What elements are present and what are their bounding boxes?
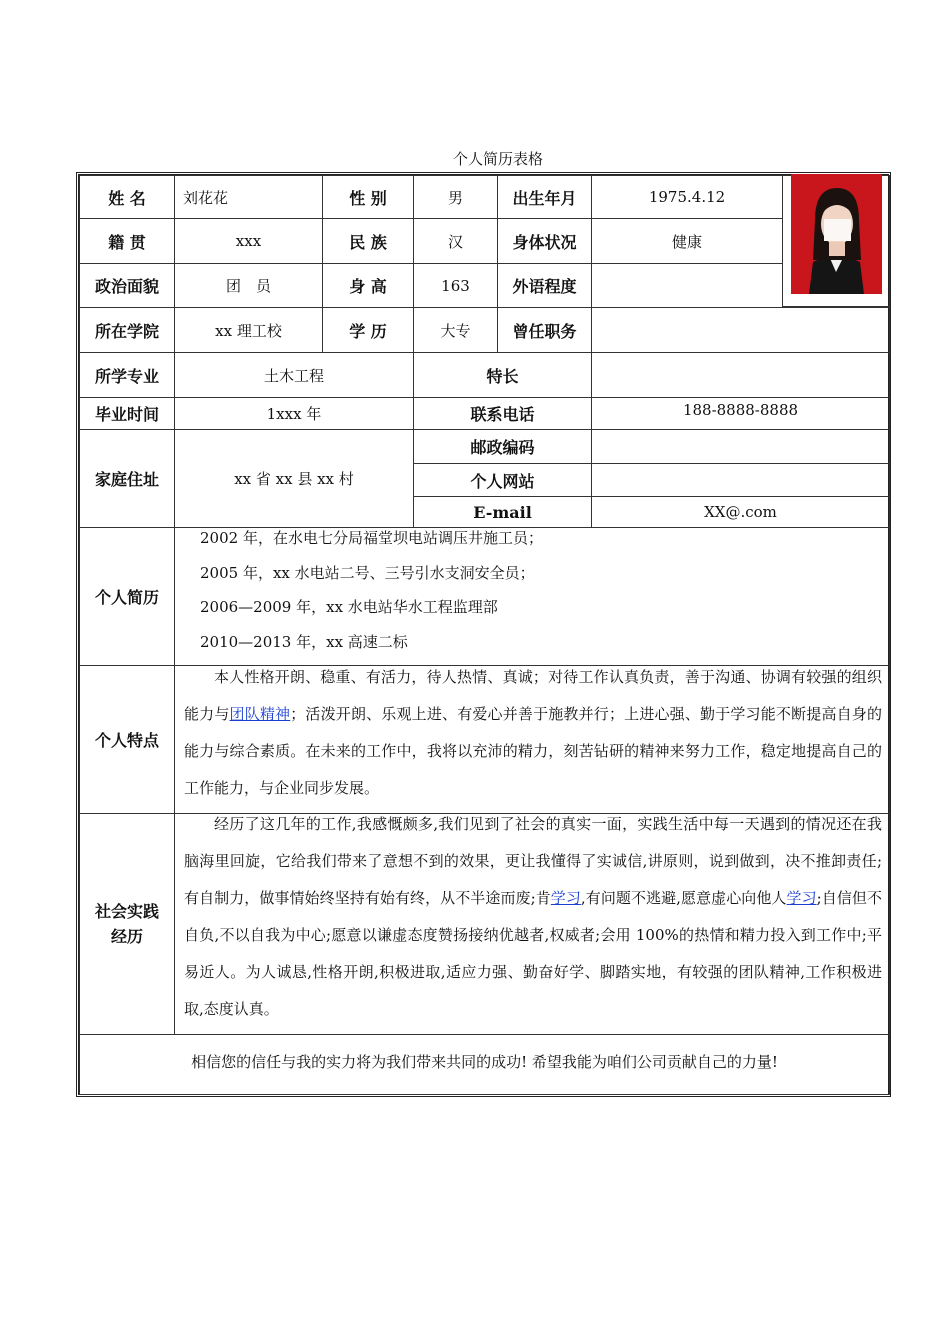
resume-list bbox=[200, 521, 860, 659]
value-former-post bbox=[591, 307, 890, 353]
value-postcode bbox=[591, 429, 890, 464]
practice-text: 经历了这几年的工作,我感慨颇多,我们见到了社会的真实一面，实践生活中每一天遇到的情况还在我脑海里回旋，它给我们带来了意想不到的效果，更让我懂得了实诚信,讲原则，说到做到，决不推卸责任;有自制力，做事情始终坚持有始有终，从不半途而废;肯 bbox=[184, 815, 882, 907]
closing-statement: 相信您的信任与我的实力将为我们带来共同的成功! 希望我能为咱们公司贡献自己的力量! bbox=[79, 1034, 890, 1095]
value-address: xx 省 xx 县 xx 村 bbox=[174, 429, 414, 528]
value-height: 163 bbox=[413, 263, 498, 308]
value-college: xx 理工校 bbox=[174, 307, 323, 353]
label-political: 政治面貌 bbox=[79, 263, 175, 308]
value-ethnic: 汉 bbox=[413, 218, 498, 264]
portrait-icon bbox=[791, 174, 882, 294]
value-name: 刘花花 bbox=[174, 175, 323, 219]
label-health: 身体状况 bbox=[497, 218, 592, 264]
label-ethnic: 民 族 bbox=[322, 218, 414, 264]
value-education: 大专 bbox=[413, 307, 498, 353]
value-gender: 男 bbox=[413, 175, 498, 219]
label-postcode: 邮政编码 bbox=[413, 429, 592, 464]
traits-text: 本人性格开朗、稳重、有活力，待人热情、真诚；对待工作认真负责，善于沟通、协调有较强的组织能力与 bbox=[184, 668, 882, 723]
study-link[interactable]: 学习 bbox=[550, 889, 581, 907]
resume-line: 2006—2009 年，xx 水电站华水工程监理部 bbox=[200, 598, 498, 616]
label-native: 籍 贯 bbox=[79, 218, 175, 264]
label-major: 所学专业 bbox=[79, 352, 175, 398]
profile-photo bbox=[791, 174, 882, 294]
value-political: 团 员 bbox=[174, 263, 323, 308]
practice-paragraph bbox=[184, 806, 882, 1028]
resume-line: 2002 年，在水电七分局福堂坝电站调压井施工员； bbox=[200, 529, 543, 547]
value-birth: 1975.4.12 bbox=[591, 175, 783, 219]
label-birth: 出生年月 bbox=[497, 175, 592, 219]
label-name: 姓 名 bbox=[79, 175, 175, 219]
value-specialty bbox=[591, 352, 890, 398]
label-practice-line: 经历 bbox=[110, 927, 143, 946]
study-link-2[interactable]: 学习 bbox=[786, 889, 817, 907]
label-specialty: 特长 bbox=[413, 352, 592, 398]
value-language bbox=[591, 263, 783, 308]
label-traits: 个人特点 bbox=[79, 665, 175, 814]
traits-text: ；活泼开朗、乐观上进、有爱心并善于施教并行；上进心强、勤于学习能不断提高自身的能力与综合素质。在未来的工作中，我将以充沛的精力，刻苦钻研的精神来努力工作，稳定地提高自己的工作能力，与企业同步发展。 bbox=[184, 705, 882, 797]
resume-line: 2010—2013 年，xx 高速二标 bbox=[200, 632, 408, 651]
label-former-post: 曾任职务 bbox=[497, 307, 592, 353]
label-resume: 个人简历 bbox=[79, 527, 175, 666]
value-major: 土木工程 bbox=[174, 352, 414, 398]
label-practice-line: 社会实践 bbox=[94, 902, 159, 921]
team-spirit-link[interactable]: 团队精神 bbox=[229, 705, 291, 723]
label-gender: 性 别 bbox=[322, 175, 414, 219]
document-title: 个人简历表格 bbox=[452, 150, 543, 168]
practice-text: ,有问题不逃避,愿意虚心向他人 bbox=[580, 889, 787, 907]
value-email: XX@.com bbox=[591, 496, 890, 528]
value-phone: 188-8888-8888 bbox=[591, 397, 890, 430]
label-phone: 联系电话 bbox=[413, 397, 592, 430]
label-email: E-mail bbox=[413, 496, 592, 528]
label-practice bbox=[79, 813, 175, 1035]
value-website bbox=[591, 463, 890, 497]
value-grad-time: 1xxx 年 bbox=[174, 397, 414, 430]
value-native: xxx bbox=[174, 218, 323, 264]
practice-text: ;自信但不自负,不以自我为中心;愿意以谦虚态度赞扬接纳优越者,权威者;会用 100%的热情和精力投入到工作中;平易近人。为人诚恳,性格开朗,积极进取,适应力强、勤奋好学、脚踏实地，有较强的团队精神,工作积极进取,态度认真。 bbox=[184, 889, 882, 1018]
label-education: 学 历 bbox=[322, 307, 414, 353]
resume-line: 2005 年，xx 水电站二号、三号引水支洞安全员； bbox=[200, 563, 535, 582]
value-health: 健康 bbox=[591, 218, 783, 264]
traits-paragraph bbox=[184, 659, 882, 807]
label-language: 外语程度 bbox=[497, 263, 592, 308]
label-address: 家庭住址 bbox=[79, 429, 175, 528]
label-grad-time: 毕业时间 bbox=[79, 397, 175, 430]
label-height: 身 高 bbox=[322, 263, 414, 308]
label-website: 个人网站 bbox=[413, 463, 592, 497]
label-college: 所在学院 bbox=[79, 307, 175, 353]
